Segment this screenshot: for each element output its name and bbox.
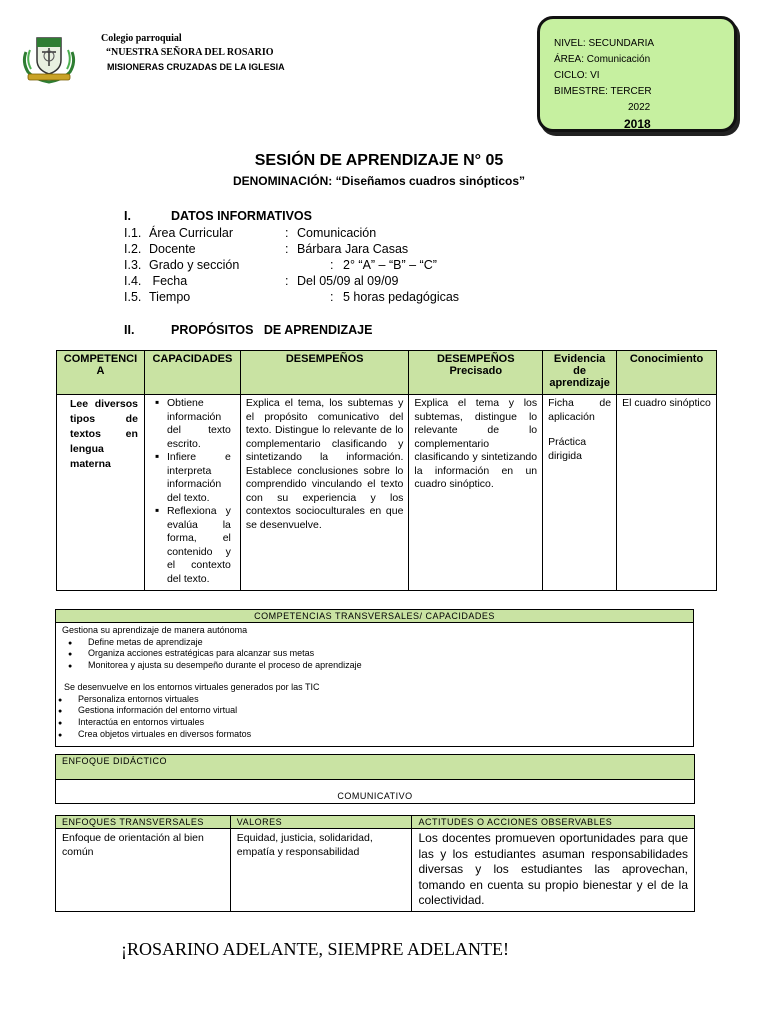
datos-label-2: Docente: [149, 242, 196, 256]
header-conocimiento: Conocimiento: [617, 351, 717, 395]
valores-header-enfoques: ENFOQUES TRANSVERSALES: [56, 816, 231, 829]
cell-desempenos: Explica el tema, los subtemas y el propósito comunicativo del texto. Distingue lo relevante de lo complementario clasificando y sintetizando la información. Establece conclusiones sobre lo comprendido vinculando el texto con su experiencia y los contextos socioculturales en que se desenvuelve.: [240, 395, 409, 591]
evidencia-1: Ficha de aplicación: [548, 397, 612, 423]
school-crest-logo: [20, 28, 78, 86]
datos-heading: DATOS INFORMATIVOS: [171, 209, 312, 223]
propositos-heading-num: II.: [124, 323, 135, 337]
transversal-item: ● Gestiona información del entorno virtual: [58, 705, 687, 717]
datos-label-5: Tiempo: [149, 290, 191, 304]
info-box: [537, 16, 737, 132]
datos-num-2: I.2.: [124, 242, 142, 256]
cell-evidencia: [543, 395, 617, 591]
transversal-comp-2: Se desenvuelve en los entornos virtuales generados por las TIC: [64, 681, 320, 692]
valores-table: [55, 815, 695, 912]
datos-value-2: Bárbara Jara Casas: [297, 242, 409, 256]
info-year-big: 2018: [624, 117, 651, 131]
datos-colon-5: :: [330, 290, 334, 304]
enfoque-value: COMUNICATIVO: [56, 780, 695, 804]
school-motto: ¡ROSARINO ADELANTE, SIEMPRE ADELANTE!: [121, 939, 509, 959]
capacidad-item: ▪ Infiere e interpreta información del texto.: [167, 451, 231, 505]
header-capacidades: CAPACIDADES: [144, 351, 240, 395]
cell-conocimiento: El cuadro sinóptico: [617, 395, 717, 591]
valores-valores: Equidad, justicia, solidaridad, empatía y responsabilidad: [230, 829, 412, 912]
datos-num-3: I.3.: [124, 258, 142, 272]
evidencia-2: Práctica dirigida: [548, 436, 587, 462]
enfoque-header: ENFOQUE DIDÁCTICO: [56, 755, 695, 780]
info-bimestre: BIMESTRE: TERCER: [554, 86, 652, 97]
cell-precisado: Explica el tema y los subtemas, distingue lo relevante de lo complementario clasificando y sintetizando la información en un cuadro sinóptico.: [409, 395, 543, 591]
school-type: Colegio parroquial: [101, 33, 182, 44]
header-competencia: COMPETENCI A: [57, 351, 145, 395]
datos-colon-4: :: [285, 274, 289, 288]
denominacion-value: “Diseñamos cuadros sinópticos”: [335, 174, 526, 188]
transversales-table: [55, 609, 694, 747]
cell-competencia: Lee diversos tipos de textos en lengua materna: [57, 395, 145, 591]
datos-num-5: I.5.: [124, 290, 142, 304]
valores-actitudes: Los docentes promueven oportunidades para que las y los estudiantes asuman responsabilidades diversas y los estudiantes las aprovechan, tomando en cuenta su propio bienestar y el de la colectividad.: [412, 829, 695, 912]
transversal-comp-1: Gestiona su aprendizaje de manera autónoma: [62, 625, 248, 635]
datos-num-4: I.4.: [124, 274, 142, 288]
valores-header-actitudes: ACTITUDES O ACCIONES OBSERVABLES: [412, 816, 695, 829]
datos-num-1: I.1.: [124, 226, 142, 240]
datos-colon-3: :: [330, 258, 334, 272]
valores-enfoque: Enfoque de orientación al bien común: [56, 829, 231, 912]
datos-heading-num: I.: [124, 209, 131, 223]
transversal-item: ● Monitorea y ajusta su desempeño durante el proceso de aprendizaje: [68, 660, 687, 672]
datos-label-1: Área Curricular: [149, 226, 234, 240]
denominacion: [0, 174, 758, 188]
school-congregation: MISIONERAS CRUZADAS DE LA IGLESIA: [107, 62, 285, 72]
info-ciclo: CICLO: VI: [554, 70, 600, 81]
datos-value-5: 5 horas pedagógicas: [343, 290, 460, 304]
transversales-header: COMPETENCIAS TRANSVERSALES/ CAPACIDADES: [56, 610, 694, 623]
denominacion-label: DENOMINACIÓN:: [232, 174, 333, 188]
school-name: “NUESTRA SEÑORA DEL ROSARIO: [106, 47, 274, 58]
capacidad-item: ▪ Reflexiona y evalúa la forma, el contenido y el contexto del texto.: [167, 505, 231, 586]
header-precisado: DESEMPEÑOS Precisado: [409, 351, 543, 395]
datos-value-1: Comunicación: [297, 226, 377, 240]
valores-header-valores: VALORES: [230, 816, 412, 829]
info-area: ÁREA: Comunicación: [554, 54, 651, 65]
datos-label-4: Fecha: [149, 274, 188, 288]
transversal-item: ● Crea objetos virtuales en diversos formatos: [58, 729, 687, 741]
info-year-small: 2022: [628, 102, 651, 113]
datos-colon-1: :: [285, 226, 289, 240]
transversal-item: ● Define metas de aprendizaje: [68, 637, 687, 649]
transversal-item: ● Organiza acciones estratégicas para alcanzar sus metas: [68, 648, 687, 660]
transversal-item: ● Interactúa en entornos virtuales: [58, 717, 687, 729]
cell-capacidades: [144, 395, 240, 591]
propositos-heading: PROPÓSITOS DE APRENDIZAJE: [171, 323, 373, 337]
page-title: SESIÓN DE APRENDIZAJE N° 05: [254, 152, 504, 169]
info-nivel: NIVEL: SECUNDARIA: [554, 38, 655, 49]
datos-value-3: 2° “A” – “B” – “C”: [343, 258, 437, 272]
datos-label-3: Grado y sección: [149, 258, 240, 272]
header-desempenos: DESEMPEÑOS: [240, 351, 409, 395]
datos-colon-2: :: [285, 242, 289, 256]
transversales-body: [56, 623, 694, 747]
header-evidencia: Evidencia de aprendizaje: [543, 351, 617, 395]
propositos-table: [56, 350, 717, 591]
enfoque-table: [55, 754, 695, 804]
transversal-item: ● Personaliza entornos virtuales: [58, 694, 687, 706]
datos-value-4: Del 05/09 al 09/09: [297, 274, 399, 288]
capacidad-item: ▪ Obtiene información del texto escrito.: [167, 397, 231, 451]
